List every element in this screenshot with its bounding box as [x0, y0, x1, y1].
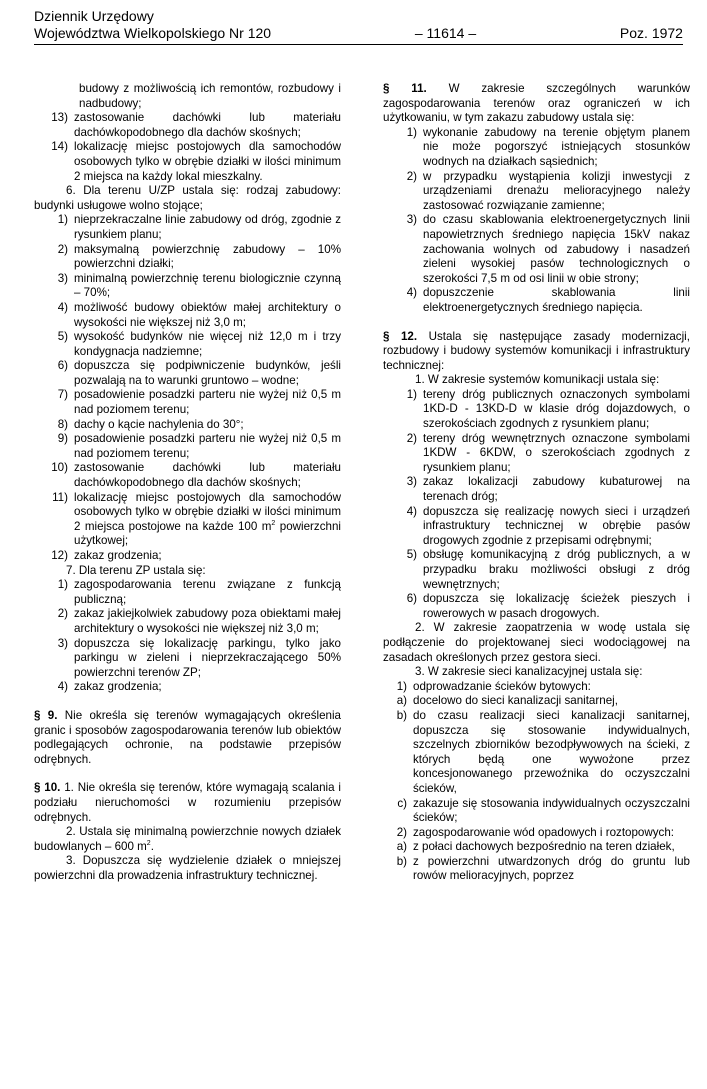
- list-item: 3) do czasu skablowania elektroenergetycznych linii napowietrznych średniego napięcia 15kV nakaz zachowania wolnych od zabudowy i nasadzeń zieleni wysokiej pasów technologicznych o szerokości 7,5 m od osi linii w obie strony;: [406, 213, 690, 285]
- right-column: [383, 82, 690, 884]
- paragraph: 2. Ustala się minimalną powierzchnie nowych działek budowlanych – 600 $m^2$.: [34, 825, 341, 853]
- journal-subtitle: Województwa Wielkopolskiego Nr 120: [34, 25, 272, 41]
- list-item: 6) dopuszcza się podpiwniczenie budynków, jeśli pozwalają na to warunki gruntowo – wodne;: [57, 359, 341, 387]
- page-header: [34, 8, 683, 45]
- list-item: 2) tereny dróg wewnętrznych oznaczone symbolami 1KDW - 6KDW, o szerokościach zgodnych z rysunkiem planu;: [406, 431, 690, 474]
- paragraph: 6. Dla terenu U/ZP ustala się: rodzaj zabudowy: budynki usługowe wolno stojące;: [34, 184, 341, 212]
- list-item: 2) zagospodarowanie wód opadowych i roztopowych:: [396, 825, 675, 839]
- section-10: § 10. 1. Nie określa się terenów, które wymagają scalania i podziału nieruchomości w rozumieniu przepisów odrębnych.: [34, 781, 341, 824]
- section-12: § 12. Ustala się następujące zasady modernizacji, rozbudowy i budowy systemów komunikacji i infrastruktury technicznej:: [383, 329, 690, 372]
- paragraph: 2. W zakresie zaopatrzenia w wodę ustala się podłączenie do projektowanej sieci wodociągowej na zasadach określonych przez gestora sieci.: [383, 621, 690, 664]
- list-item: a) z połaci dachowych bezpośrednio na teren działek,: [396, 840, 675, 854]
- list-item: 4) zakaz grodzenia;: [57, 680, 162, 694]
- list-item: 5) wysokość budynków nie więcej niż 12,0 m i trzy kondygnacja nadziemne;: [57, 330, 341, 358]
- list-item: 2) zakaz jakiejkolwiek zabudowy poza obiektami małej architektury o wysokości nie większej niż 3,0 m;: [57, 607, 341, 635]
- paragraph: 7. Dla terenu ZP ustala się:: [66, 563, 206, 577]
- list-item: 14) lokalizację miejsc postojowych dla samochodów osobowych tylko w obrębie działki w ilości minimum 2 miejsca na każdy lokal mieszkalny.: [51, 140, 341, 183]
- list-item-continuation: budowy z możliwością ich remontów, rozbudowy i nadbudowy;: [79, 82, 341, 110]
- list-item: 10) zastosowanie dachówki lub materiału dachówkopodobnego dla dachów skośnych;: [51, 461, 341, 490]
- list-item: 1) nieprzekraczalne linie zabudowy od dróg, zgodnie z rysunkiem planu;: [57, 213, 341, 241]
- list-item: 3) dopuszcza się lokalizację parkingu, tylko jako parkingu w zieleni i nieprzekraczającego 50% powierzchni terenów ZP;: [57, 636, 341, 679]
- list-item: b) do czasu realizacji sieci kanalizacji sanitarnej, dopuszcza się stosowanie indywidualnych, szczelnych zbiorników bezodpływowych na ścieki, z których będą one wywożone przez koncesjonowanego przewoźnika do oczyszczalni ścieków,: [396, 708, 690, 795]
- journal-title: Dziennik Urzędowy: [34, 8, 154, 24]
- paragraph: 3. Dopuszcza się wydzielenie działek o mniejszej powierzchni dla prowadzenia infrastruktury technicznej.: [34, 854, 341, 882]
- list-item: 8) dachy o kącie nachylenia do 30°;: [57, 417, 244, 431]
- list-item: b) z powierzchni utwardzonych dróg do gruntu lub rowów melioracyjnych, poprzez: [396, 854, 690, 883]
- list-item: 7) posadowienie posadzki parteru nie wyżej niż 0,5 m nad poziomem terenu;: [57, 388, 341, 417]
- list-item: c) zakazuje się stosowania indywidualnych oczyszczalni ścieków;: [397, 796, 690, 825]
- list-item: 1) zagospodarowania terenu związane z funkcją publiczną;: [57, 578, 341, 606]
- section-11-list: [383, 126, 690, 316]
- header-row: [34, 25, 683, 45]
- list-item: 3) zakaz lokalizacji zabudowy kubaturowej na terenach dróg;: [406, 475, 690, 504]
- list-item: 2) w przypadku wystąpienia kolizji inwestycji z urządzeniami drenażu melioracyjnego należy zastosować rozwiązanie zamienne;: [406, 169, 690, 212]
- section-9: § 9. Nie określa się terenów wymagających określenia granic i sposobów zagospodarowania terenów lub obiektów podlegających ochronie, na podstawie przepisów odrębnych.: [34, 708, 342, 766]
- paragraph: 1. W zakresie systemów komunikacji ustala się:: [415, 373, 660, 387]
- list-item: 1) odprowadzanie ścieków bytowych:: [396, 679, 591, 693]
- list-item: 9) posadowienie posadzki parteru nie wyżej niż 0,5 m nad poziomem terenu;: [57, 432, 341, 460]
- list-item: 3) minimalną powierzchnię terenu biologicznie czynną – 70%;: [57, 271, 341, 300]
- page-number: – 11614 –: [414, 25, 477, 41]
- list-item: 13) zastosowanie dachówki lub materiału dachówkopodobnego dla dachów skośnych;: [51, 111, 341, 139]
- list-item: 2) maksymalną powierzchnię zabudowy – 10% powierzchni działki;: [57, 242, 341, 271]
- left-column: [34, 82, 341, 883]
- list-item: 11) lokalizację miejsc postojowych dla samochodów osobowych tylko w obrębie działki w ilości minimum 2 miejsca postojowe na każde 100 $m^2$ powierzchni użytkowej;: [52, 490, 341, 548]
- list-item: a) docelowo do sieci kanalizacji sanitarnej,: [396, 694, 618, 708]
- paragraph: 3. W zakresie sieci kanalizacyjnej ustala się:: [415, 665, 643, 679]
- section-12-list: [383, 388, 690, 622]
- zp-list: [34, 578, 341, 695]
- list-item: 5) obsługę komunikacyjną z dróg publicznych, a w przypadku braku możliwości obsługi z dróg wewnętrznych;: [406, 548, 690, 591]
- list-item: 4) możliwość budowy obiektów małej architektury o wysokości nie większej niż 3,0 m;: [57, 300, 341, 329]
- list-item: 4) dopuszczenie skablowania linii elektroenergetycznych średniego napięcia.: [406, 286, 690, 314]
- list-item: 1) wykonanie zabudowy na terenie objętym planem nie może pogorszyć istniejących stosunków wodnych na działkach sąsiednich;: [406, 125, 690, 168]
- position-number: Poz. 1972: [619, 25, 683, 41]
- list-item: 1) tereny dróg publicznych oznaczonych symbolami 1KD-D - 13KD-D w klasie dróg dojazdowych, o szerokościach zgodnych z rysunkiem planu;: [406, 387, 690, 431]
- section-11: § 11. W zakresie szczególnych warunków zagospodarowania terenów oraz ograniczeń w ich użytkowaniu, w tym zakazu zabudowy ustala się:: [383, 82, 690, 125]
- list-item: 4) dopuszcza się realizację nowych sieci i urządzeń infrastruktury technicznej w obrębie pasów drogowych zgodnie z przepisami odrębnymi;: [406, 504, 690, 547]
- list-item: 6) dopuszcza się lokalizację ścieżek pieszych i rowerowych w pasach drogowych.: [406, 592, 690, 620]
- u-zp-list: [34, 213, 341, 490]
- list-item: 12) zakaz grodzenia;: [51, 549, 162, 562]
